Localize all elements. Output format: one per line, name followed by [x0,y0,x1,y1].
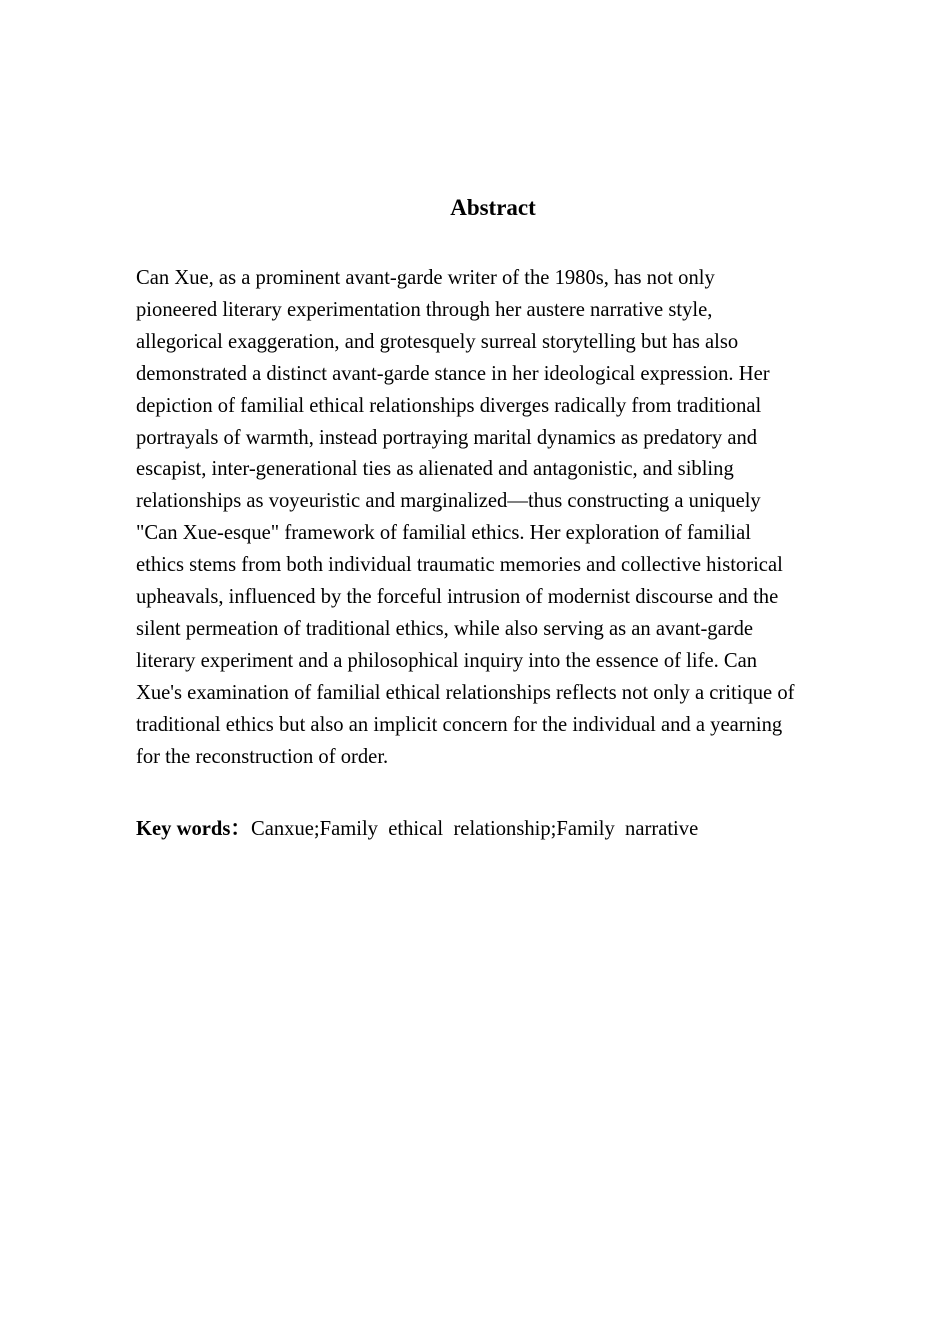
abstract-line: allegorical exaggeration, and grotesquely surreal storytelling but has also [136,330,739,353]
abstract-line: silent permeation of traditional ethics, while also serving as an avant-garde [136,617,754,640]
abstract-line: portrayals of warmth, instead portraying marital dynamics as predatory and [136,426,758,449]
abstract-line: "Can Xue-esque" framework of familial ethics. Her exploration of familial [136,522,751,545]
abstract-line: depiction of familial ethical relationships diverges radically from traditional [136,394,762,417]
abstract-body [136,263,858,774]
abstract-line: escapist, inter-generational ties as alienated and antagonistic, and sibling [136,458,734,481]
keywords-paragraph [136,814,858,844]
abstract-line: ethics stems from both individual traumatic memories and collective historical [136,554,783,577]
keywords-label: Key words： [136,818,251,840]
abstract-line: literary experiment and a philosophical inquiry into the essence of life. Can [136,649,758,672]
keywords-value: Canxue;Family ethical relationship;Family narrative [250,818,699,840]
abstract-line: demonstrated a distinct avant-garde stance in her ideological expression. Her [136,362,770,385]
abstract-line: traditional ethics but also an implicit concern for the individual and a yearning [136,713,783,736]
abstract-line: for the reconstruction of order. [136,745,389,768]
abstract-line: upheavals, influenced by the forceful intrusion of modernist discourse and the [136,586,779,609]
abstract-line: Can Xue, as a prominent avant-garde writer of the 1980s, has not only [136,267,715,289]
abstract-line: Xue's examination of familial ethical relationships reflects not only a critique of [136,681,795,704]
abstract-title: Abstract [450,195,536,220]
abstract-line: relationships as voyeuristic and marginalized—thus constructing a uniquely [136,490,761,513]
abstract-line: pioneered literary experimentation through her austere narrative style, [136,298,713,321]
